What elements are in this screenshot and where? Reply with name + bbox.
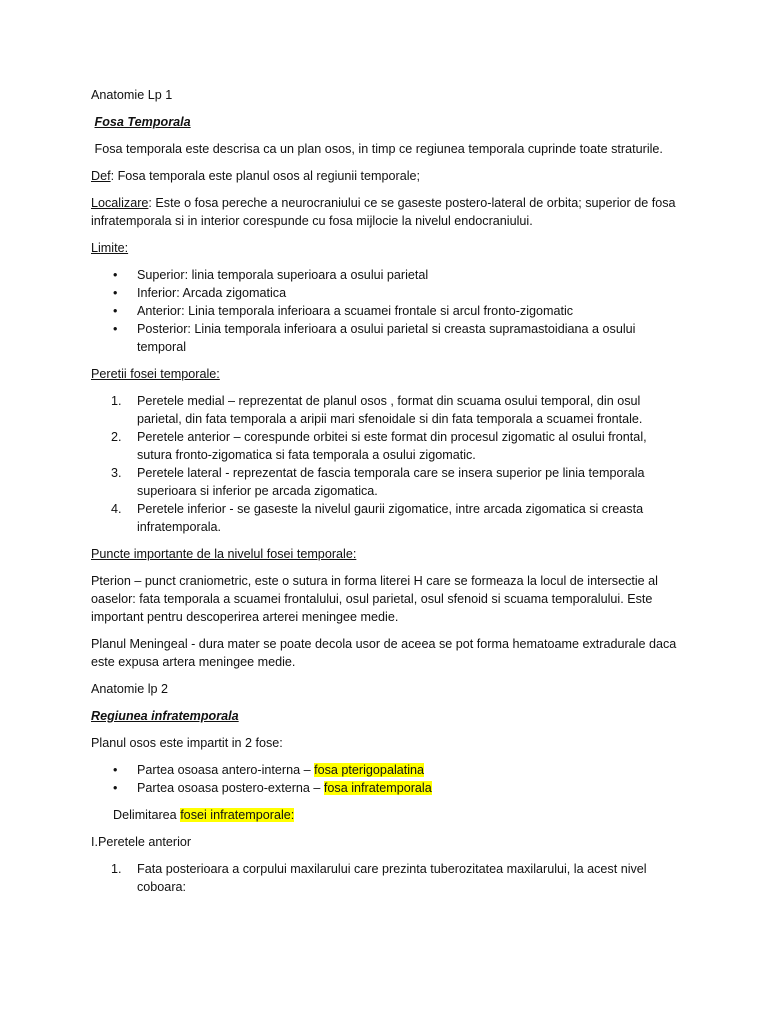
list-item	[91, 320, 681, 356]
list-item	[91, 302, 681, 320]
list-item-text: Superior: linia temporala superioara a osului parietal	[137, 268, 429, 282]
def-text: : Fosa temporala este planul osos al regiunii temporale;	[110, 169, 421, 183]
highlighted-term: fosa infratemporala	[323, 781, 432, 795]
fose-list	[91, 761, 681, 797]
bullet-icon: •	[113, 304, 118, 318]
loc-label: Localizare	[91, 196, 149, 210]
limite-list	[91, 266, 681, 356]
list-item	[91, 284, 681, 302]
document-body	[91, 86, 681, 905]
list-item	[91, 464, 681, 500]
delimitarea-text: Delimitarea	[113, 808, 181, 822]
puncte-label: Puncte importante de la nivelul fosei temporale:	[91, 547, 357, 561]
def-label: Def	[91, 169, 111, 183]
list-item	[91, 779, 681, 797]
planul-meningeal-paragraph: Planul Meningeal - dura mater se poate decola usor de aceea se pot forma hematoame extradurale daca este expusa artera meningee medie.	[91, 637, 677, 669]
list-item	[91, 428, 681, 464]
lp1-heading	[91, 113, 681, 131]
lp2-title: Anatomie lp 2	[91, 682, 169, 696]
list-item-text: Posterior: Linia temporala inferioara a osului parietal si creasta supramastoidiana a osului temporal	[137, 322, 636, 354]
localizare-paragraph	[91, 194, 681, 230]
pereti-label: Peretii fosei temporale:	[91, 367, 220, 381]
list-item-text: Partea osoasa antero-interna –	[137, 763, 315, 777]
loc-text: : Este o fosa pereche a neurocraniului ce se gaseste postero-lateral de orbita; superior de fosa infratemporala si in interior corespunde cu fosa mijlocie la nivelul endocraniului.	[91, 196, 676, 228]
bullet-icon: •	[113, 286, 118, 300]
intro-text: Fosa temporala este descrisa ca un plan osos, in timp ce regiunea temporala cuprinde toate straturile.	[94, 142, 663, 156]
list-number: 1.	[111, 862, 122, 876]
highlighted-term: fosa pterigopalatina	[314, 763, 425, 777]
pterion-paragraph: Pterion – punct craniometric, este o sutura in forma literei H care se formeaza la locul de intersectie al oaselor: fata temporala a scuamei frontalului, osul parietal, osul sfenoid si scuama temporalului. Este important pentru descoperirea arterei meningee medie.	[91, 574, 658, 624]
list-item-text: Peretele inferior - se gaseste la nivelul gaurii zigomatice, intre arcada zigomatica si creasta infratemporala.	[137, 502, 644, 534]
list-item-text: Peretele lateral - reprezentat de fascia temporala care se insera superior pe linia temporala superioara si inferior pe arcada zigomatica.	[137, 466, 645, 498]
list-item-text: Partea osoasa postero-externa –	[137, 781, 324, 795]
planul-osos-paragraph: Planul osos este impartit in 2 fose:	[91, 736, 283, 750]
bullet-icon: •	[113, 781, 118, 795]
definition-paragraph	[91, 167, 681, 185]
list-item	[91, 392, 681, 428]
limite-label: Limite:	[91, 241, 129, 255]
list-number: 1.	[111, 394, 122, 408]
list-item-text: Peretele anterior – corespunde orbitei si este format din procesul zigomatic al osului frontal, sutura fronto-zigomatica si fata temporala a osului zigomatic.	[137, 430, 647, 462]
list-item-text: Inferior: Arcada zigomatica	[137, 286, 287, 300]
lp1-title: Anatomie Lp 1	[91, 88, 173, 102]
section-heading: Fosa Temporala	[94, 115, 191, 129]
list-item-text: Anterior: Linia temporala inferioara a scuamei frontale si arcul fronto-zigomatic	[137, 304, 574, 318]
anterior-list	[91, 860, 681, 896]
highlighted-term: fosei infratemporale:	[180, 808, 295, 822]
list-item	[91, 500, 681, 536]
list-item	[91, 860, 681, 896]
bullet-icon: •	[113, 322, 118, 336]
list-item	[91, 761, 681, 779]
list-number: 2.	[111, 430, 122, 444]
bullet-icon: •	[113, 268, 118, 282]
list-number: 3.	[111, 466, 122, 480]
list-item-text: Peretele medial – reprezentat de planul osos , format din scuama osului temporal, din osul parietal, din fata temporala a aripii mari sfenoidale si din fata temporala a scuamei frontale.	[137, 394, 643, 426]
list-item-text: Fata posterioara a corpului maxilarului care prezinta tuberozitatea maxilarului, la acest nivel coboara:	[137, 862, 647, 894]
peretele-anterior-heading: I.Peretele anterior	[91, 835, 192, 849]
pereti-list	[91, 392, 681, 536]
lp1-intro	[91, 140, 681, 158]
lp2-heading: Regiunea infratemporala	[91, 709, 239, 723]
bullet-icon: •	[113, 763, 118, 777]
list-item	[91, 266, 681, 284]
list-number: 4.	[111, 502, 122, 516]
delimitarea-paragraph	[91, 806, 681, 824]
